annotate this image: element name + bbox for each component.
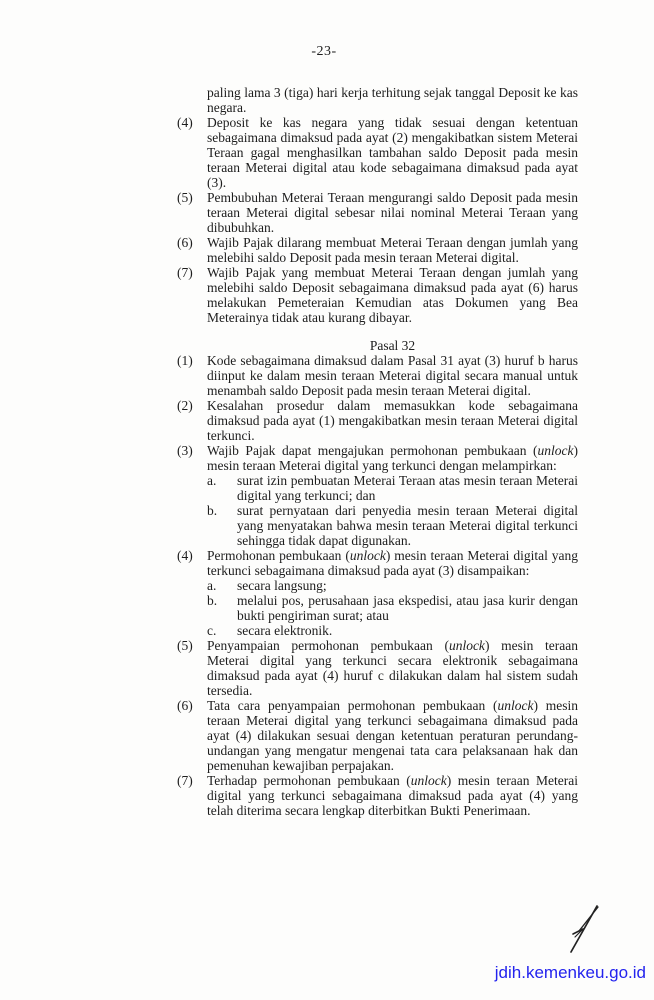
item-number: (6) <box>177 235 193 250</box>
document-body <box>177 85 578 818</box>
item-text: Terhadap permohonan pembukaan (unlock) mesin teraan Meterai digital yang terkunci sebagaimana dimaksud pada ayat (4) yang telah diterima secara lengkap diterbitkan Bukti Penerimaan. <box>207 773 578 818</box>
list-item <box>177 235 578 265</box>
item-number: (7) <box>177 773 193 788</box>
item-text: Tata cara penyampaian permohonan pembukaan (unlock) mesin teraan Meterai digital yang terkunci sebagaimana dimaksud pada ayat (4) dilakukan sesuai dengan ketentuan peraturan perundang-undangan yang mengatur mengenai tata cara pelaksanaan hak dan pemenuhan kewajiban perpajakan. <box>207 698 578 773</box>
sub-item-text: secara langsung; <box>237 578 327 593</box>
sub-item-text: surat pernyataan dari penyedia mesin teraan Meterai digital yang menyatakan bahwa mesin teraan Meterai digital terkunci sehingga tidak dapat digunakan. <box>237 503 578 548</box>
sub-item-text: surat izin pembuatan Meterai Teraan atas mesin teraan Meterai digital yang terkunci; dan <box>237 473 578 503</box>
item-text: Permohonan pembukaan (unlock) mesin teraan Meterai digital yang terkunci sebagaimana dimaksud pada ayat (3) disampaikan: <box>207 548 578 578</box>
sub-item <box>207 503 578 548</box>
item-number: (5) <box>177 638 193 653</box>
sub-item-text: secara elektronik. <box>237 623 333 638</box>
sub-item-letter: b. <box>207 503 218 518</box>
list-item <box>177 190 578 235</box>
list-item <box>177 265 578 325</box>
list-item <box>177 115 578 190</box>
sub-item-text: melalui pos, perusahaan jasa ekspedisi, atau jasa kurir dengan bukti pengiriman surat; atau <box>237 593 578 623</box>
item-text: Wajib Pajak dilarang membuat Meterai Teraan dengan jumlah yang melebihi saldo Deposit pada mesin teraan Meterai digital. <box>207 235 578 265</box>
sub-item-letter: a. <box>207 473 217 488</box>
item-number: (2) <box>177 398 193 413</box>
sub-item <box>207 593 578 623</box>
list-item <box>177 698 578 773</box>
handwritten-paraf-mark <box>566 903 604 955</box>
jdih-kemenkeu-link[interactable]: jdih.kemenkeu.go.id <box>494 963 646 982</box>
item-number: (6) <box>177 698 193 713</box>
section-heading: Pasal 32 <box>369 338 416 353</box>
list-item <box>177 353 578 398</box>
item-number: (7) <box>177 265 193 280</box>
item-text: Wajib Pajak dapat mengajukan permohonan pembukaan (unlock) mesin teraan Meterai digital yang terkunci dengan melampirkan: <box>207 443 578 473</box>
list-item <box>177 398 578 443</box>
page-number: -23- <box>311 44 337 59</box>
item-text: Kode sebagaimana dimaksud dalam Pasal 31 ayat (3) huruf b harus diinput ke dalam mesin teraan Meterai digital secara manual untuk menambah saldo Deposit pada mesin teraan Meterai digital. <box>207 353 578 398</box>
item-number: (3) <box>177 443 193 458</box>
item-number: (4) <box>177 548 193 563</box>
sub-item <box>207 623 578 638</box>
list-item <box>177 773 578 818</box>
sub-item-letter: a. <box>207 578 217 593</box>
item-text: Penyampaian permohonan pembukaan (unlock) mesin teraan Meterai digital yang terkunci secara elektronik sebagaimana dimaksud pada ayat (4) huruf c dilakukan dalam hal sistem sudah tersedia. <box>207 638 578 698</box>
sub-item <box>207 578 578 593</box>
item-text: Wajib Pajak yang membuat Meterai Teraan dengan jumlah yang melebihi saldo Deposit sebagaimana dimaksud pada ayat (6) harus melakukan Pemeteraian Kemudian atas Dokumen yang Bea Meterainya tidak atau kurang dibayar. <box>207 265 578 325</box>
item-number: (4) <box>177 115 193 130</box>
sub-item <box>207 473 578 503</box>
continuation-paragraph: paling lama 3 (tiga) hari kerja terhitung sejak tanggal Deposit ke kas negara. <box>207 85 578 115</box>
list-item <box>177 638 578 698</box>
sub-item-letter: b. <box>207 593 218 608</box>
item-text: Deposit ke kas negara yang tidak sesuai dengan ketentuan sebagaimana dimaksud pada ayat (2) mengakibatkan sistem Meterai Teraan gagal menghasilkan tambahan saldo Deposit pada mesin teraan Meterai digital atau kode sebagaimana dimaksud pada ayat (3). <box>207 115 578 190</box>
list-item <box>177 443 578 548</box>
item-text: Pembubuhan Meterai Teraan mengurangi saldo Deposit pada mesin teraan Meterai digital sebesar nilai nominal Meterai Teraan yang dibubuhkan. <box>207 190 578 235</box>
item-text: Kesalahan prosedur dalam memasukkan kode sebagaimana dimaksud pada ayat (1) mengakibatkan mesin teraan Meterai digital terkunci. <box>207 398 578 443</box>
item-number: (1) <box>177 353 193 368</box>
item-number: (5) <box>177 190 193 205</box>
sub-item-letter: c. <box>207 623 217 638</box>
list-item <box>177 548 578 638</box>
